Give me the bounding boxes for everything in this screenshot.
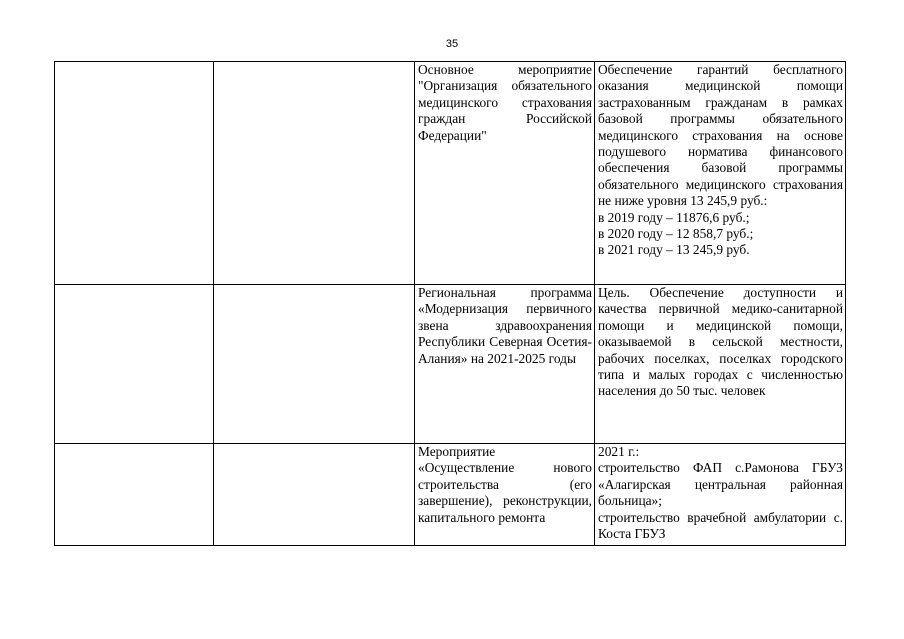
description-cell xyxy=(595,285,846,444)
description-text: в 2019 году – 11876,6 руб.; xyxy=(598,209,750,225)
event-cell xyxy=(415,444,595,546)
description-text: Цель. Обеспечение доступности и качества первичной медико-санитарной помощи и медицинской помощи, оказываемой в сельской местности, рабочих поселках, поселках городского типа и малых городах с численностью населения до 50 тыс. человек xyxy=(598,285,843,399)
table-row xyxy=(55,444,846,546)
event-cell xyxy=(415,62,595,285)
table-cell-empty xyxy=(214,62,415,285)
description-text: в 2021 году – 13 245,9 руб. xyxy=(598,242,750,258)
description-text: Обеспечение гарантий бесплатного оказания медицинской помощи застрахованным гражданам в рамках базовой программы обязательного медицинского страхования на основе подушевого норматива финансового обеспечения базовой программы обязательного медицинского страхования не ниже уровня 13 245,9 руб.: xyxy=(598,62,843,209)
description-text: строительство ФАП с.Рамонова ГБУЗ «Алагирская центральная районная больница»; xyxy=(598,460,843,509)
description-text: в 2020 году – 12 858,7 руб.; xyxy=(598,226,754,242)
event-text: Мероприятие «Осуществление нового строительства (его завершение), реконструкции, капитального ремонта xyxy=(418,444,592,525)
event-cell xyxy=(415,285,595,444)
description-text: 2021 г.: xyxy=(598,444,640,459)
program-table xyxy=(54,61,846,546)
event-text: Региональная программа «Модернизация первичного звена здравоохранения Республики Северная Осетия-Алания» на 2021-2025 годы xyxy=(418,285,592,366)
event-text: Основное мероприятие "Организация обязательного медицинского страхования граждан Российской Федерации" xyxy=(418,62,592,143)
table-cell-empty xyxy=(214,285,415,444)
description-cell xyxy=(595,444,846,546)
table-row xyxy=(55,62,846,285)
description-cell xyxy=(595,62,846,285)
table-cell-empty xyxy=(55,285,214,444)
table-row xyxy=(55,285,846,444)
description-text: строительство врачебной амбулатории с. Коста ГБУЗ xyxy=(598,509,843,542)
table-cell-empty xyxy=(55,62,214,285)
table-cell-empty xyxy=(214,444,415,546)
table-cell-empty xyxy=(55,444,214,546)
page-number: 35 xyxy=(445,38,459,50)
